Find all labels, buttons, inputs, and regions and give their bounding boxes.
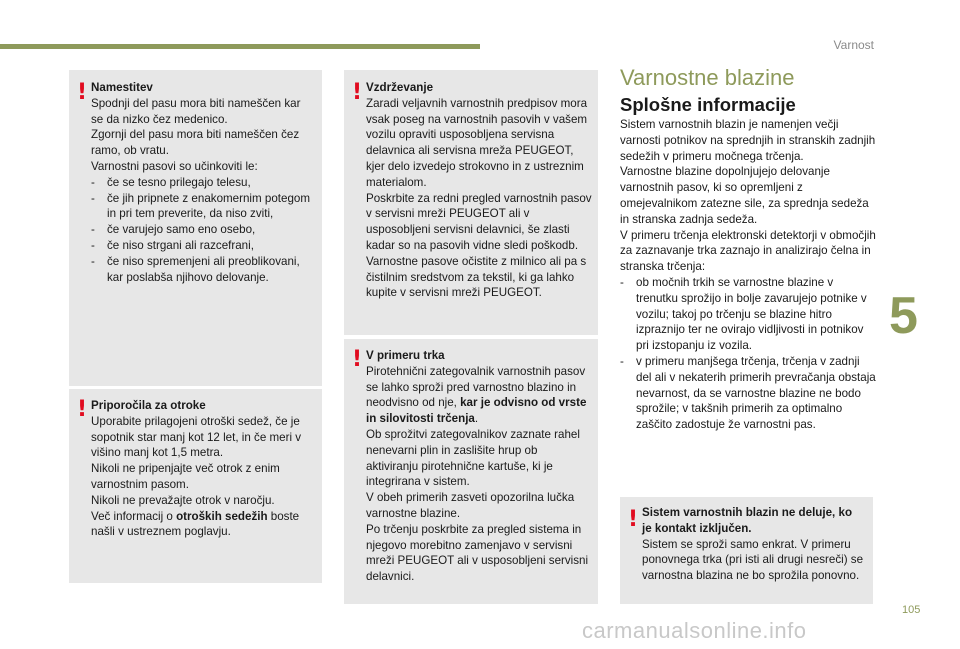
list-item: - če varujejo samo eno osebo, [91, 222, 315, 238]
collision-list [620, 275, 878, 433]
note-box-namestitev [69, 70, 322, 386]
paragraph: Nikoli ne prevažajte otrok v naročju. [91, 493, 275, 507]
header-accent-bar [0, 44, 480, 49]
page-subheading: Splošne informacije [620, 94, 796, 115]
text: Več informacij o [91, 509, 177, 523]
page-number: 105 [902, 604, 921, 616]
paragraph: Sistem varnostnih blazin je namenjen večji varnosti potnikov na sprednjih in stranskih zadnjih sedežih v primeru močnega trčenja. [620, 118, 876, 163]
condition-list [91, 175, 315, 286]
paragraph: Varnostne blazine dopolnjujejo delovanje varnostnih pasov, ki so opremljeni z omejevalnikom zatezne sile, za sprednja sedeža in stranska zadnja sedeža. [620, 165, 869, 226]
chapter-number: 5 [889, 287, 918, 345]
warning-exclamation-icon: ! [77, 80, 88, 105]
bold-text: kar je odvisno od vrste in silovitosti trčenja [366, 396, 587, 426]
list-item: - če se tesno prilegajo telesu, [91, 175, 315, 191]
paragraph: Poskrbite za redni pregled varnostnih pasov v servisni mreži PEUGEOT ali v usposobljeni servisni delavnici, še zlasti kadar so na pasovih vidne sledi poškodb. [366, 191, 592, 252]
paragraph: Varnostne pasove očistite z milnico ali pa s čistilnim sredstvom za tekstil, ki ga lahko kupite v servisni mreži PEUGEOT. [366, 254, 587, 300]
bold-text: otroških sedežih [176, 509, 268, 523]
list-item: - če niso spremenjeni ali preoblikovani, kar poslabša njihovo delovanje. [91, 254, 315, 286]
warning-exclamation-icon: ! [77, 397, 88, 422]
paragraph: Nikoli ne pripenjajte več otrok z enim varnostnim pasom. [91, 462, 280, 491]
paragraph: Zgornji del pasu mora biti nameščen čez ramo, ob vratu. [91, 128, 300, 158]
list-item: - ob močnih trkih se varnostne blazine v trenutku sprožijo in bolje zavarujejo potnike v vozilu; takoj po trčenju se blazine hitro izpraznijo ter ne ovirajo vidljivosti in potnikov pri izstopanju iz vozila. [620, 275, 878, 354]
list-item: - v primeru manjšega trčenja, trčenja v zadnji del ali v nekaterih primerih prevračanja obstaja nevarnost, da se varnostne blazine ne bodo sprožile; v takšnih primerih za optimalno zaščito zadostuje že varnostni pas. [620, 354, 878, 433]
paragraph: Sistem se sproži samo enkrat. V primeru ponovnega trka (pri isti ali drugi nesreči) se varnostna blazina ne bo sprožila ponovno. [642, 537, 864, 583]
note-box-priporocila [69, 389, 322, 583]
paragraph: Spodnji del pasu mora biti nameščen kar se da nizko čez medenico. [91, 96, 301, 126]
warning-exclamation-icon: ! [352, 347, 363, 372]
box-title: Priporočila za otroke [91, 399, 206, 412]
list-item: - če niso strgani ali razcefrani, [91, 238, 315, 254]
text: . [474, 412, 479, 426]
text: boste našli v ustreznem poglavju. [91, 509, 300, 539]
text: Pirotehnični zategovalnik varnostnih pasov se lahko sproži pred varnostno blazino in neodvisno od nje, [366, 364, 586, 410]
paragraph: Ob sprožitvi zategovalnikov zaznate rahel nenevarni plin in zaslišite hrup ob aktiviranju pirotehnične kartuše, ki je integrirana v sistem. [366, 427, 580, 489]
airbag-body [620, 117, 878, 433]
note-box-primer-trka [344, 339, 598, 604]
paragraph: V obeh primerih zasveti opozorilna lučka varnostne blazine. [366, 491, 575, 520]
note-box-vzdrzevanje [344, 70, 598, 335]
page-heading: Varnostne blazine [620, 65, 795, 90]
paragraph [366, 364, 592, 427]
paragraph [91, 509, 315, 541]
box-title: V primeru trka [366, 349, 445, 362]
bold-paragraph: Sistem varnostnih blazin ne deluje, ko je kontakt izključen. [642, 506, 853, 535]
paragraph: V primeru trčenja elektronski detektorji v območjih za zaznavanje trka zaznajo in analizirajo čelna in stranska trčenja: [620, 228, 876, 274]
box-title: Vzdrževanje [366, 81, 434, 94]
paragraph: Po trčenju poskrbite za pregled sistema in njegovo morebitno zamenjavo v servisni mreži PEUGEOT ali v usposobljeni servisni delavnici. [366, 522, 589, 584]
list-item: - če jih pripnete z enakomernim potegom in pri tem preverite, da niso zviti, [91, 191, 315, 223]
note-box-sistem [620, 497, 873, 604]
paragraph: Zaradi veljavnih varnostnih predpisov mora vsak poseg na varnostnih pasovih v vašem vozilu opraviti usposobljena servisna delavnica ali servisna mreža PEUGEOT, kjer delo izvedejo strokovno in z ustreznim materialom. [366, 96, 588, 189]
paragraph: Uporabite prilagojeni otroški sedež, če je sopotnik star manj kot 12 let, in če meri v višino manj kot 1,5 metra. [91, 414, 302, 460]
watermark: carmanualsonline.info [582, 618, 807, 643]
warning-exclamation-icon: ! [352, 80, 363, 105]
section-label: Varnost [833, 38, 874, 52]
paragraph: Varnostni pasovi so učinkoviti le: [91, 159, 258, 173]
warning-exclamation-icon: ! [628, 507, 639, 532]
box-title: Namestitev [91, 81, 153, 94]
